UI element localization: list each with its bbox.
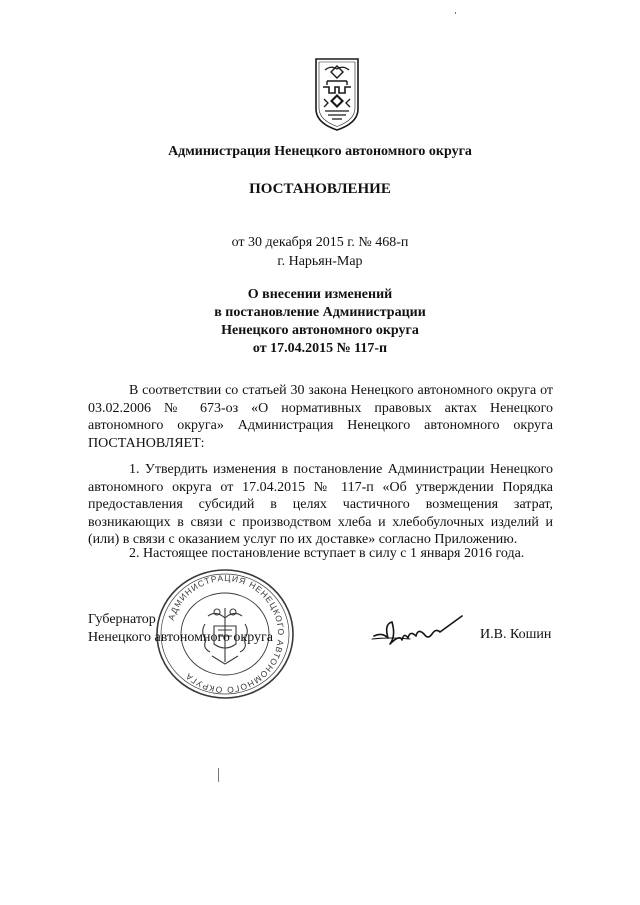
document-date: от 30 декабря 2015 г. № 468-п [231, 235, 409, 250]
scan-artifact [455, 12, 456, 14]
document-type: ПОСТАНОВЛЕНИЕ [249, 181, 391, 197]
body-paragraph: В соответствии со статьей 30 закона Ненецкого автономного округа от 03.02.2006 № 673-оз «О нормативных правовых актах Ненецкого автономного округа» Администрация Ненецкого автономного округа ПОСТАНОВЛЯЕТ: [88, 383, 553, 451]
signatory-position-line: Губернатор [88, 612, 156, 627]
title-line: Ненецкого автономного округа [221, 323, 419, 338]
document-city: г. Нарьян-Мар [277, 254, 363, 269]
scan-artifact [218, 768, 219, 782]
title-line: в постановление Администрации [214, 305, 426, 320]
handwritten-signature-icon [370, 612, 480, 654]
signatory-position-line: Ненецкого автономного округа [88, 630, 273, 645]
title-line: О внесении изменений [247, 287, 393, 302]
coat-of-arms-icon [313, 57, 361, 132]
organization-name: Администрация Ненецкого автономного округа [168, 144, 472, 159]
svg-text:АДМИНИСТРАЦИЯ НЕНЕЦКОГО АВТОНО: АДМИНИСТРАЦИЯ НЕНЕЦКОГО АВТОНОМНОГО ОКРУГА [165, 572, 287, 696]
signatory-position [88, 611, 273, 647]
body-paragraph: 2. Настоящее постановление вступает в силу с 1 января 2016 года. [129, 546, 525, 561]
body-paragraph: 1. Утвердить изменения в постановление Администрации Ненецкого автономного округа от 17.04.2015 № 117-п «Об утверждении Порядка предоставления субсидий в целях частичного возмещения затрат, возникающих в связи с производством хлеба и хлебобулочных изделий и (или) в связи с оказанием услуг по их доставке» согласно Приложению. [88, 462, 553, 547]
title-line: от 17.04.2015 № 117-п [252, 341, 388, 356]
signatory-name: И.В. Кошин [480, 627, 552, 642]
